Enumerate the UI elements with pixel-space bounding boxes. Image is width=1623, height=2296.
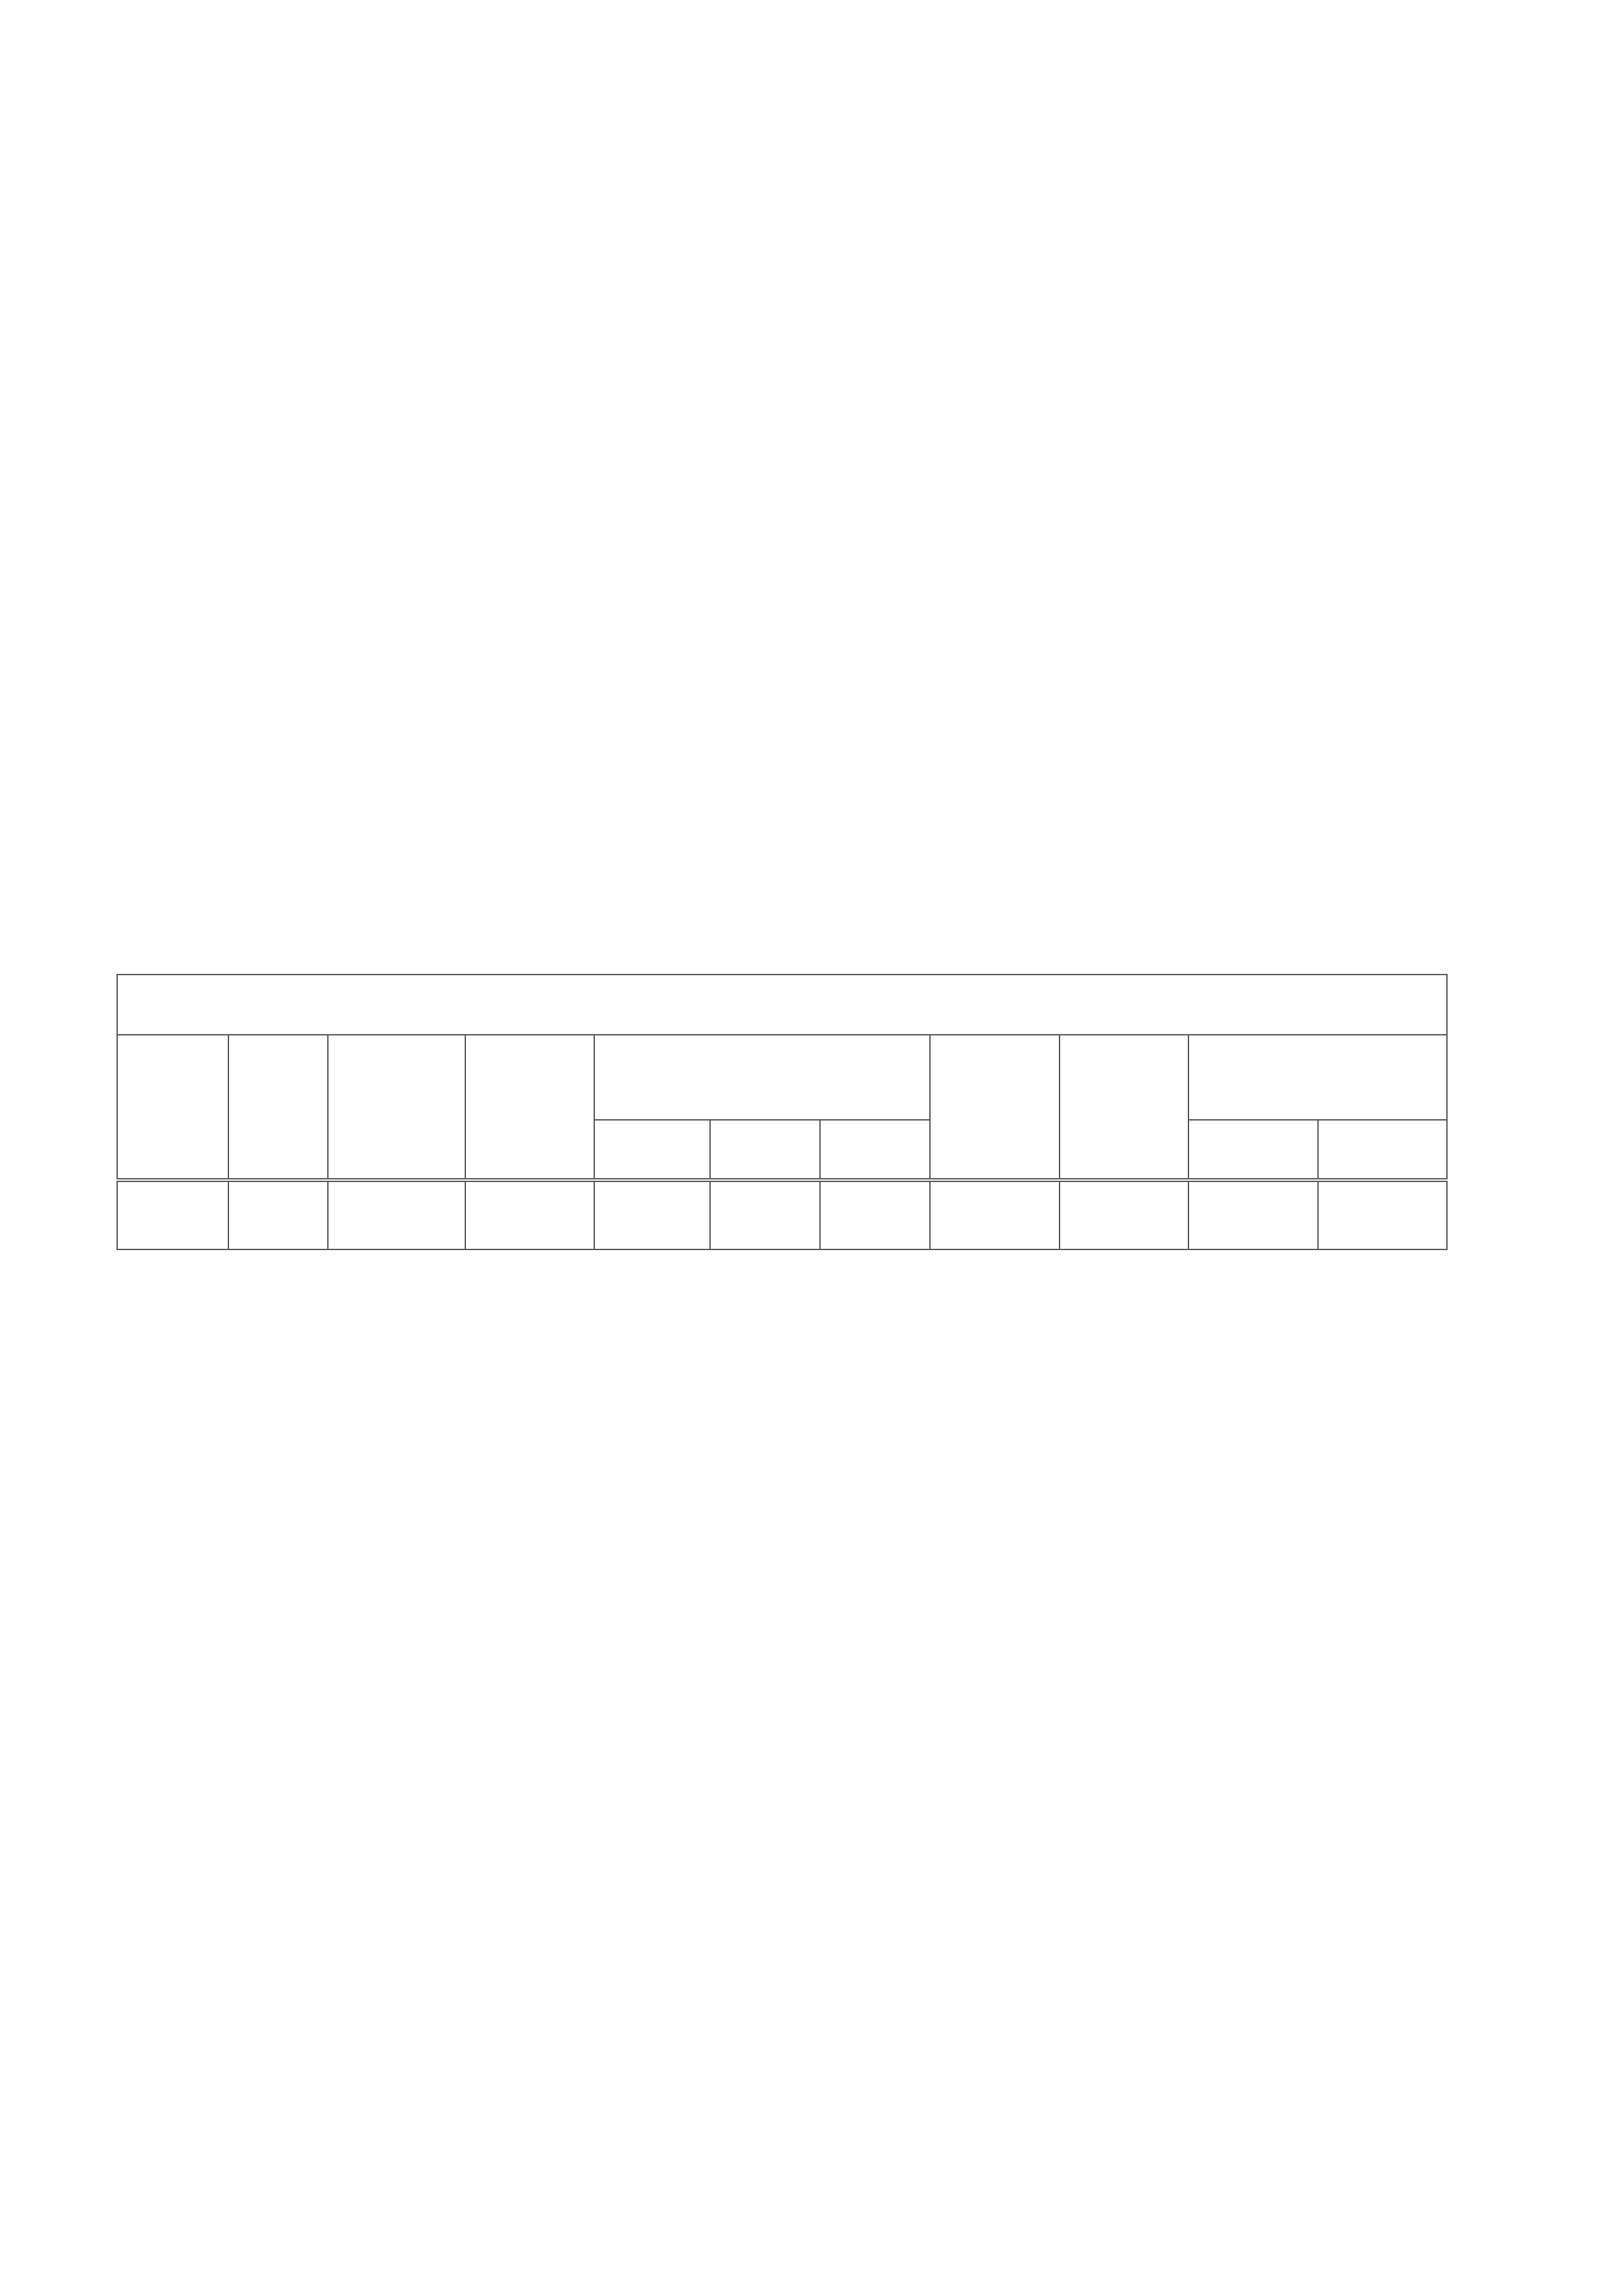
header-other-description: [465, 1035, 594, 1180]
empty-cell: [1060, 1180, 1188, 1249]
header-model: [228, 1035, 328, 1180]
empty-cell: [820, 1180, 930, 1249]
table-row: [117, 1180, 1447, 1249]
header-mass-total: [820, 1120, 930, 1180]
header-wheelbase: [1060, 1035, 1188, 1180]
header-mass-rear: [710, 1120, 820, 1180]
empty-cell: [930, 1180, 1060, 1249]
empty-cell: [117, 1180, 228, 1249]
header-type: [328, 1035, 465, 1180]
header-track-rear: [1318, 1120, 1447, 1180]
empty-cell: [465, 1180, 594, 1249]
empty-cell: [594, 1180, 710, 1249]
empty-cell: [228, 1180, 328, 1249]
header-mass-front: [594, 1120, 710, 1180]
header-manufacturer: [117, 1035, 228, 1180]
header-folding-rops: [930, 1035, 1060, 1180]
empty-cell: [1318, 1180, 1447, 1249]
header-mass: [594, 1035, 930, 1120]
table-caption: [116, 929, 129, 959]
header-min-track-width: [1188, 1035, 1447, 1120]
empty-cell: [328, 1180, 465, 1249]
header-track-front: [1188, 1120, 1318, 1180]
header-test-report-number: [117, 975, 1447, 1035]
empty-cell: [710, 1180, 820, 1249]
tractor-table: [116, 974, 1448, 1250]
empty-cell: [1188, 1180, 1318, 1249]
